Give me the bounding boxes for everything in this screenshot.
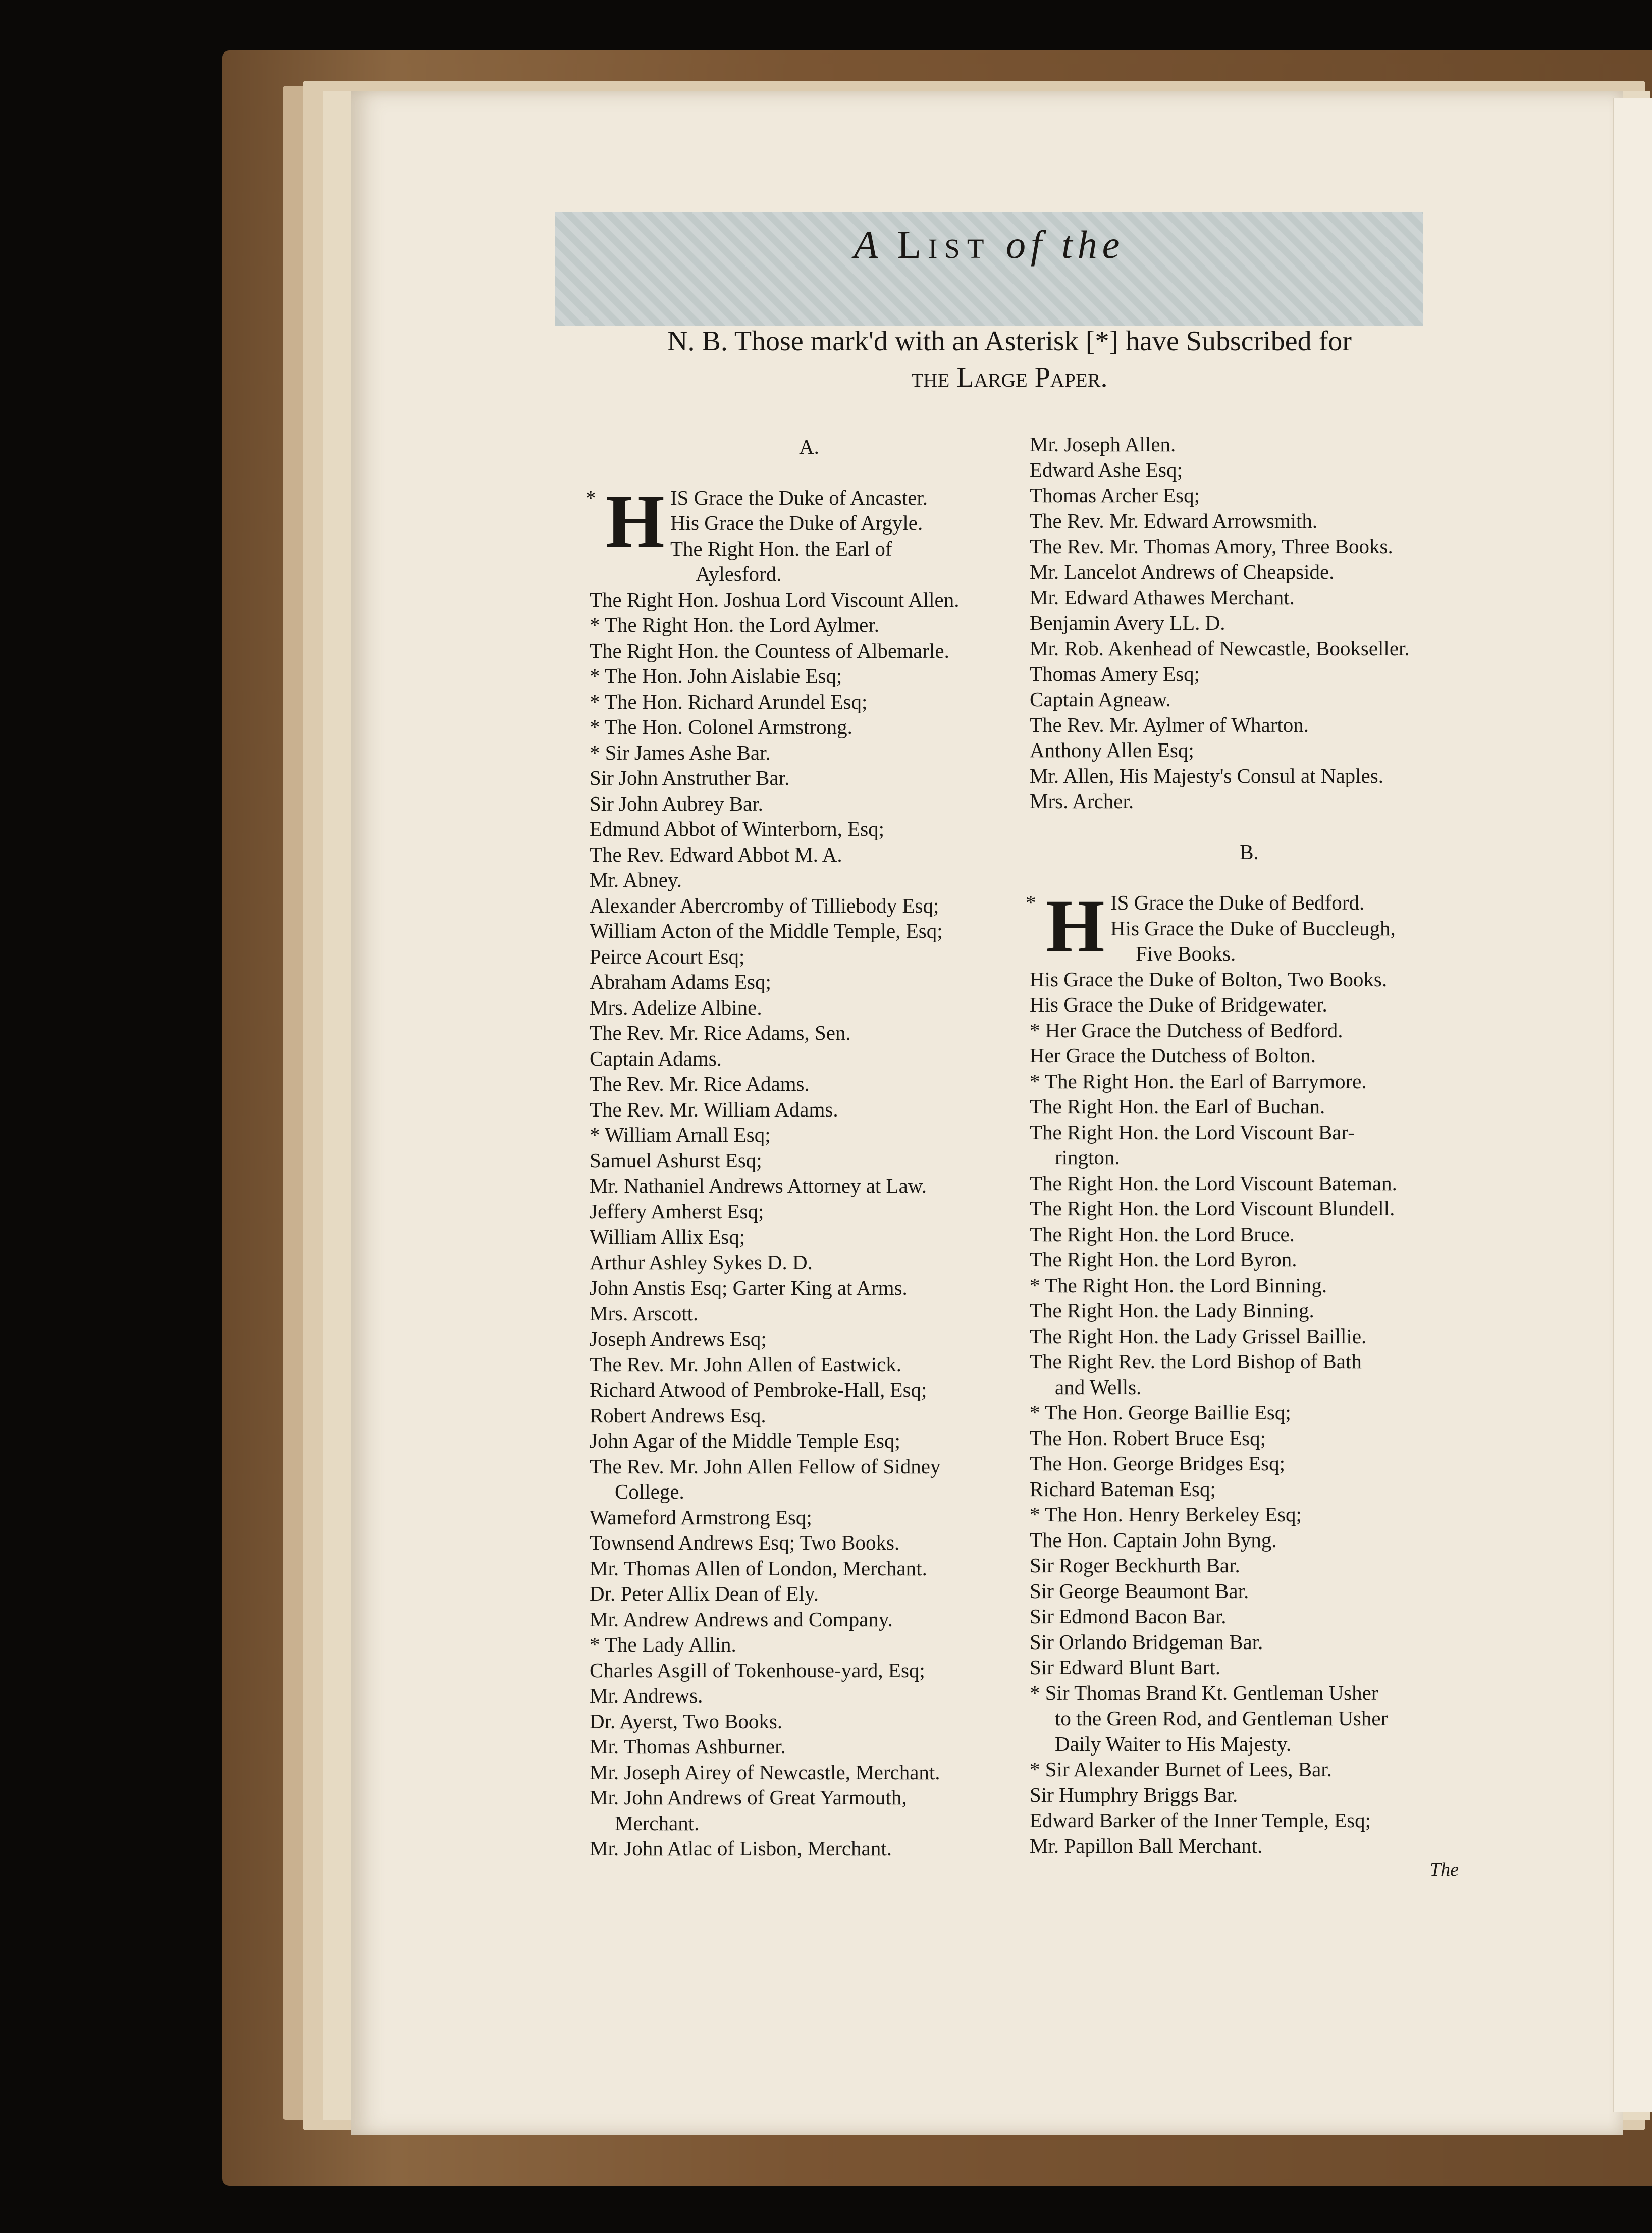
list-item: Thomas Archer Esq;	[1030, 484, 1200, 507]
list-item: * The Hon. John Aislabie Esq;	[590, 664, 842, 687]
list-item: Sir Edward Blunt Bart.	[1030, 1656, 1221, 1679]
list-item: William Acton of the Middle Temple, Esq;	[590, 919, 943, 942]
list-item: Thomas Amery Esq;	[1030, 662, 1200, 685]
list-item: Mr. John Andrews of Great Yarmouth,	[590, 1786, 907, 1809]
list-item: Samuel Ashurst Esq;	[590, 1148, 762, 1172]
list-item: * The Right Hon. the Lord Aylmer.	[590, 613, 879, 636]
list-item: Mr. Joseph Airey of Newcastle, Merchant.	[590, 1760, 940, 1784]
list-item: The Rev. Mr. Edward Arrowsmith.	[1030, 509, 1318, 533]
list-item: * The Right Hon. the Earl of Barrymore.	[1030, 1069, 1367, 1093]
page-title	[555, 215, 1423, 275]
list-item: IS Grace the Duke of Ancaster.	[670, 486, 928, 509]
list-item: * William Arnall Esq;	[590, 1123, 771, 1146]
list-item: * The Hon. Richard Arundel Esq;	[590, 689, 868, 713]
list-item: Merchant.	[615, 1811, 700, 1835]
list-item: William Allix Esq;	[590, 1225, 745, 1248]
title-suffix: of the	[1005, 223, 1125, 267]
list-item: Mr. Joseph Allen.	[1030, 433, 1176, 456]
list-item: Sir Humphry Briggs Bar.	[1030, 1783, 1238, 1806]
list-item: Sir John Anstruther Bar.	[590, 766, 790, 789]
list-item: * The Hon. Henry Berkeley Esq;	[1030, 1503, 1302, 1526]
list-item: Jeffery Amherst Esq;	[590, 1199, 764, 1223]
subscriber-list-a	[590, 587, 1029, 1862]
dropcap-block-a	[585, 479, 1029, 587]
list-item: The Right Hon. the Lord Viscount Bateman.	[1030, 1171, 1397, 1195]
list-item: The Right Hon. the Earl of	[670, 537, 892, 560]
asterisk-mark: *	[1026, 891, 1036, 914]
list-item: Edward Ashe Esq;	[1030, 458, 1183, 482]
list-item: Wameford Armstrong Esq;	[590, 1505, 812, 1529]
list-item: Peirce Acourt Esq;	[590, 944, 745, 968]
list-item: * Sir Thomas Brand Kt. Gentleman Usher	[1030, 1681, 1378, 1705]
list-item: Mr. Andrews.	[590, 1684, 703, 1707]
catchword: The	[1430, 1859, 1459, 1880]
list-item: Townsend Andrews Esq; Two Books.	[590, 1531, 900, 1554]
list-item: * Sir Alexander Burnet of Lees, Bar.	[1030, 1758, 1332, 1781]
list-item: * Her Grace the Dutchess of Bedford.	[1030, 1018, 1343, 1042]
list-item: Benjamin Avery LL. D.	[1030, 611, 1225, 634]
list-item: Mr. Allen, His Majesty's Consul at Naples.	[1030, 764, 1383, 787]
list-item: Richard Bateman Esq;	[1030, 1477, 1216, 1501]
subscriber-list-b	[1030, 967, 1469, 1859]
list-item: Sir John Aubrey Bar.	[590, 791, 763, 815]
dropcap-block-b	[1026, 884, 1469, 968]
list-item: Mr. Abney.	[590, 868, 682, 891]
list-item: The Right Hon. the Lord Viscount Blundell.	[1030, 1197, 1395, 1220]
list-item: Edmund Abbot of Winterborn, Esq;	[590, 817, 885, 840]
section-heading-b: B.	[1240, 840, 1259, 864]
list-item: Mr. John Atlac of Lisbon, Merchant.	[590, 1837, 892, 1860]
next-page-edge	[1613, 98, 1652, 2112]
list-item: and Wells.	[1055, 1375, 1142, 1399]
list-item: Anthony Allen Esq;	[1030, 738, 1194, 762]
list-item: The Right Hon. the Lord Byron.	[1030, 1248, 1297, 1271]
list-item: The Hon. Captain John Byng.	[1030, 1528, 1277, 1552]
dropcap-letter: H	[1046, 884, 1105, 968]
list-item: IS Grace the Duke of Bedford.	[1110, 891, 1365, 914]
list-item: Captain Adams.	[590, 1046, 722, 1070]
list-item: The Rev. Mr. John Allen of Eastwick.	[590, 1352, 901, 1376]
list-item: Joseph Andrews Esq;	[590, 1327, 767, 1350]
list-item: Sir Roger Beckhurth Bar.	[1030, 1554, 1240, 1577]
list-item: * The Lady Allin.	[590, 1633, 736, 1656]
list-item: College.	[615, 1480, 684, 1503]
list-item: The Right Hon. Joshua Lord Viscount Allen.	[590, 588, 960, 611]
list-item: Mr. Andrew Andrews and Company.	[590, 1607, 893, 1631]
title-prefix: A	[854, 223, 882, 267]
list-item: His Grace the Duke of Bridgewater.	[1030, 993, 1327, 1016]
list-item: Mr. Rob. Akenhead of Newcastle, Bookseller.	[1030, 636, 1410, 660]
list-item: Mr. Thomas Allen of London, Merchant.	[590, 1556, 927, 1580]
list-item: * The Hon. George Baillie Esq;	[1030, 1401, 1291, 1424]
list-item: Dr. Peter Allix Dean of Ely.	[590, 1582, 819, 1605]
list-item: to the Green Rod, and Gentleman Usher	[1055, 1707, 1388, 1730]
list-item: Mr. Edward Athawes Merchant.	[1030, 586, 1295, 609]
list-item: The Rev. Mr. John Allen Fellow of Sidney	[590, 1454, 941, 1478]
list-item: Mr. Papillon Ball Merchant.	[1030, 1834, 1263, 1857]
list-item: * The Right Hon. the Lord Binning.	[1030, 1273, 1327, 1297]
list-item: The Right Hon. the Lord Viscount Bar-	[1030, 1120, 1355, 1144]
list-item: The Right Hon. the Countess of Albemarle.	[590, 639, 949, 662]
list-item: The Rev. Mr. Rice Adams.	[590, 1072, 810, 1095]
dropcap-letter: H	[606, 479, 665, 563]
list-item: The Hon. Robert Bruce Esq;	[1030, 1426, 1266, 1450]
section-heading-a: A.	[799, 435, 819, 458]
asterisk-note	[555, 323, 1464, 396]
list-item: The Right Rev. the Lord Bishop of Bath	[1030, 1350, 1362, 1373]
list-item: * The Hon. Colonel Armstrong.	[590, 715, 852, 738]
list-item: Her Grace the Dutchess of Bolton.	[1030, 1044, 1316, 1067]
list-item: The Hon. George Bridges Esq;	[1030, 1452, 1285, 1475]
list-item: His Grace the Duke of Bolton, Two Books.	[1030, 967, 1388, 991]
subscriber-list-a-continued	[1030, 432, 1469, 814]
list-item: * Sir James Ashe Bar.	[590, 740, 771, 764]
right-column	[1026, 432, 1469, 1881]
list-item: Mrs. Adelize Albine.	[590, 995, 762, 1019]
list-item: The Right Hon. the Lord Bruce.	[1030, 1222, 1295, 1246]
note-line-1: N. B. Those mark'd with an Asterisk [*] have Subscribed for	[667, 326, 1352, 357]
list-item: The Right Hon. the Lady Binning.	[1030, 1299, 1314, 1322]
list-item: Mr. Lancelot Andrews of Cheapside.	[1030, 560, 1335, 583]
list-item: Mr. Nathaniel Andrews Attorney at Law.	[590, 1174, 927, 1197]
list-item: Alexander Abercromby of Tilliebody Esq;	[590, 893, 939, 917]
list-item: Sir George Beaumont Bar.	[1030, 1579, 1249, 1603]
list-item: The Rev. Mr. Thomas Amory, Three Books.	[1030, 535, 1393, 558]
list-item: Arthur Ashley Sykes D. D.	[590, 1250, 813, 1274]
left-column	[585, 434, 1029, 1862]
list-item: Mrs. Archer.	[1030, 789, 1134, 813]
list-item: The Right Hon. the Earl of Buchan.	[1030, 1095, 1325, 1118]
list-item: Mr. Thomas Ashburner.	[590, 1735, 786, 1758]
list-item: The Rev. Mr. William Adams.	[590, 1097, 838, 1121]
list-item: The Rev. Mr. Rice Adams, Sen.	[590, 1021, 851, 1044]
list-item: Abraham Adams Esq;	[590, 970, 771, 993]
asterisk-mark: *	[585, 486, 596, 509]
list-item: John Anstis Esq; Garter King at Arms.	[590, 1276, 908, 1299]
list-item: Edward Barker of the Inner Temple, Esq;	[1030, 1809, 1371, 1832]
list-item: The Rev. Edward Abbot M. A.	[590, 842, 842, 866]
list-item: His Grace the Duke of Argyle.	[670, 511, 923, 535]
list-item: John Agar of the Middle Temple Esq;	[590, 1429, 900, 1452]
list-item: Charles Asgill of Tokenhouse-yard, Esq;	[590, 1658, 925, 1682]
note-line-2: the Large Paper.	[911, 362, 1108, 393]
list-item: Sir Orlando Bridgeman Bar.	[1030, 1630, 1263, 1654]
list-item: Dr. Ayerst, Two Books.	[590, 1709, 783, 1733]
list-item: Daily Waiter to His Majesty.	[1055, 1732, 1292, 1756]
list-item: Five Books.	[1136, 942, 1236, 965]
title-word: List	[897, 223, 991, 267]
list-item: The Right Hon. the Lady Grissel Baillie.	[1030, 1324, 1367, 1348]
list-item: Richard Atwood of Pembroke-Hall, Esq;	[590, 1378, 927, 1401]
list-item: His Grace the Duke of Buccleugh,	[1110, 916, 1396, 940]
list-item: The Rev. Mr. Aylmer of Wharton.	[1030, 713, 1309, 736]
list-item: Mrs. Arscott.	[590, 1301, 699, 1325]
list-item: Robert Andrews Esq.	[590, 1403, 766, 1427]
list-item: Sir Edmond Bacon Bar.	[1030, 1605, 1227, 1628]
list-item: Aylesford.	[696, 562, 782, 586]
list-item: Captain Agneaw.	[1030, 687, 1171, 711]
list-item: rington.	[1055, 1146, 1120, 1169]
